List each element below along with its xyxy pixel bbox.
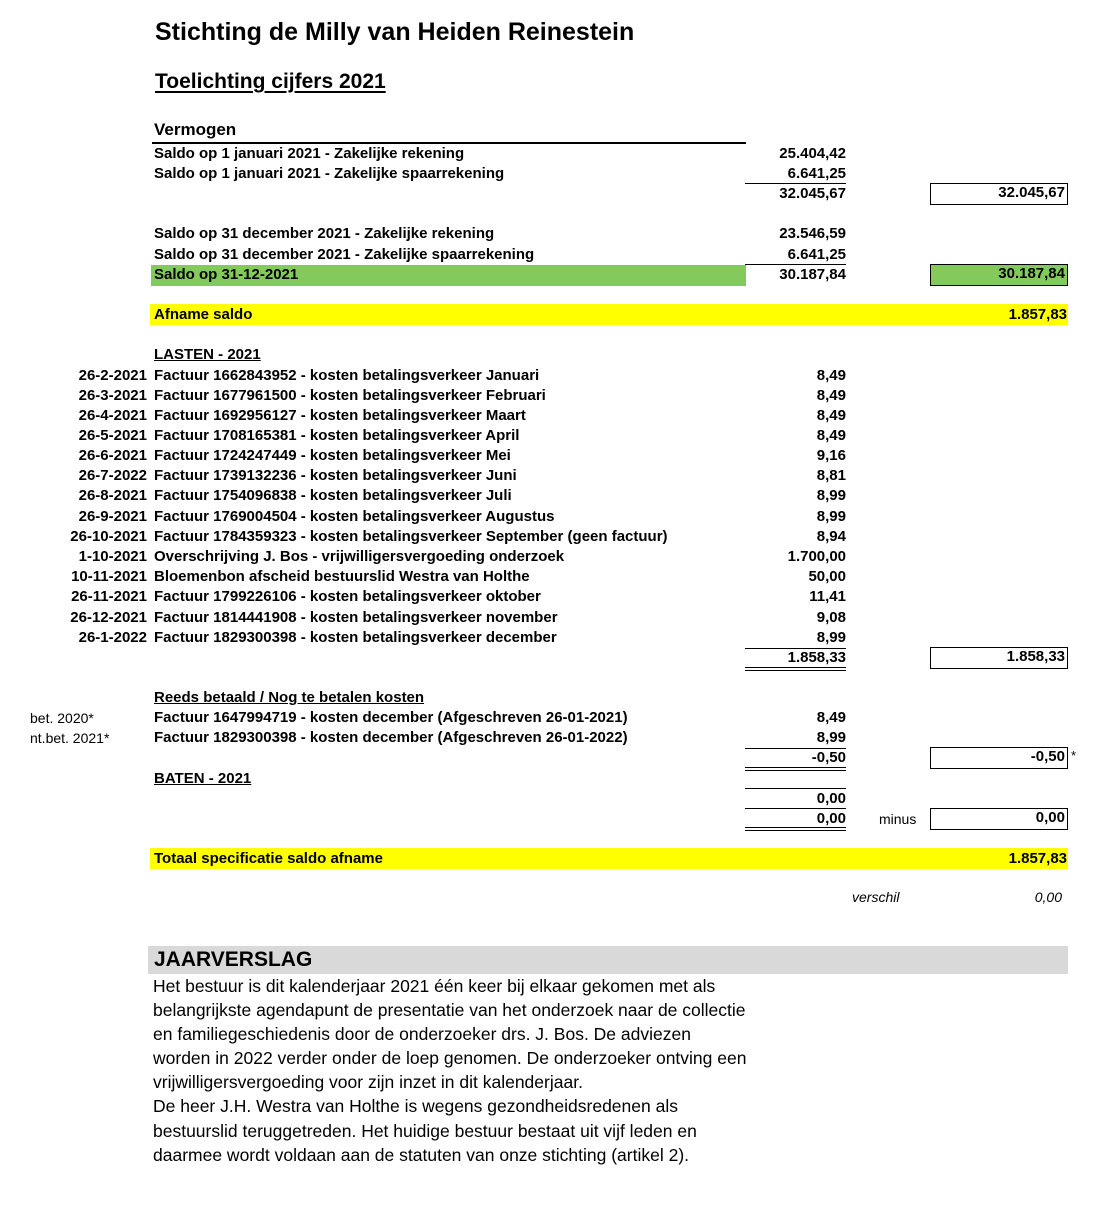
lasten-amount: 8,49: [816, 367, 846, 384]
lasten-amount: 8,49: [816, 407, 846, 424]
lasten-date: 26-5-2021: [78, 427, 147, 444]
lasten-desc: Factuur 1692956127 - kosten betalingsverkeer Maart: [154, 407, 526, 424]
lasten-total: 1.858,33: [787, 649, 846, 666]
start-row-label: Saldo op 1 januari 2021 - Zakelijke spaarrekening: [154, 165, 505, 182]
double-underline: [745, 670, 846, 671]
lasten-heading: LASTEN - 2021: [154, 346, 261, 363]
reeds-note: nt.bet. 2021*: [30, 730, 110, 746]
vermogen-heading: Vermogen: [154, 120, 237, 139]
lasten-amount: 50,00: [808, 568, 846, 585]
lasten-amount: 8,99: [816, 508, 846, 525]
start-total: 32.045,67: [779, 185, 846, 202]
lasten-date: 1-10-2021: [78, 548, 147, 565]
lasten-desc: Factuur 1784359323 - kosten betalingsverkeer September (geen factuur): [154, 528, 668, 545]
verschil-amount: 0,00: [1034, 889, 1062, 905]
jaarverslag-text: [153, 974, 753, 1167]
totaal-amount: 1.857,83: [1008, 850, 1067, 867]
lasten-desc: Factuur 1739132236 - kosten betalingsverkeer Juni: [154, 467, 517, 484]
reeds-asterisk: *: [1071, 748, 1077, 763]
lasten-date: 26-6-2021: [78, 447, 147, 464]
minus-label: minus: [879, 811, 917, 827]
lasten-amount: 8,81: [816, 467, 846, 484]
baten-amount: 0,00: [816, 790, 846, 807]
lasten-date: 26-4-2021: [78, 407, 147, 424]
lasten-amount: 8,49: [816, 427, 846, 444]
end-total: 30.187,84: [779, 266, 846, 283]
lasten-date: 26-9-2021: [78, 508, 147, 525]
lasten-amount: 9,16: [816, 447, 846, 464]
reeds-amount: 8,49: [816, 709, 846, 726]
reeds-heading: Reeds betaald / Nog te betalen kosten: [154, 689, 425, 706]
end-label: Saldo op 31-12-2021: [154, 266, 299, 283]
reeds-total: -0,50: [811, 749, 846, 766]
verschil-label: verschil: [852, 889, 900, 905]
lasten-total-box: 1.858,33: [930, 647, 1068, 669]
jaarverslag-heading: JAARVERSLAG: [154, 948, 313, 971]
totaal-label: Totaal specificatie saldo afname: [154, 850, 383, 867]
lasten-desc: Overschrijving J. Bos - vrijwilligersvergoeding onderzoek: [154, 548, 565, 565]
lasten-amount: 9,08: [816, 609, 846, 626]
lasten-amount: 8,49: [816, 387, 846, 404]
double-underline: [745, 770, 846, 771]
lasten-desc: Factuur 1814441908 - kosten betalingsverkeer november: [154, 609, 558, 626]
jaarverslag-paragraph: De heer J.H. Westra van Holthe is wegens gezondheidsredenen als bestuurslid teruggetreden. Het huidige bestuur bestaat uit vijf leden en daarmee wordt voldaan aan de statuten van onze stichting (artikel 2).: [153, 1096, 697, 1165]
lasten-desc: Bloemenbon afscheid bestuurslid Westra van Holthe: [154, 568, 530, 585]
lasten-date: 26-11-2021: [71, 588, 147, 605]
lasten-desc: Factuur 1677961500 - kosten betalingsverkeer Februari: [154, 387, 546, 404]
reeds-amount: 8,99: [816, 729, 846, 746]
end-total-box: 30.187,84: [930, 264, 1068, 286]
jaarverslag-paragraph: Het bestuur is dit kalenderjaar 2021 één keer bij elkaar gekomen met als belangrijkste agendapunt de presentatie van het onderzoek naar de collectie en familiegeschiedenis door de onderzoeker drs. J. Bos. De adviezen worden in 2022 verder onder de loep genomen. De onderzoeker ontving een vrijwilligersvergoeding voor zijn inzet in dit kalenderjaar.: [153, 976, 747, 1093]
lasten-desc: Factuur 1662843952 - kosten betalingsverkeer Januari: [154, 367, 540, 384]
end-row-amount: 23.546,59: [779, 225, 846, 242]
lasten-date: 26-2-2021: [78, 367, 147, 384]
lasten-desc: Factuur 1829300398 - kosten betalingsverkeer december: [154, 629, 557, 646]
lasten-date: 26-10-2021: [70, 528, 147, 545]
double-underline: [745, 827, 846, 828]
lasten-amount: 1.700,00: [787, 548, 846, 565]
afname-amount: 1.857,83: [1008, 306, 1067, 323]
lasten-date: 26-7-2022: [78, 467, 147, 484]
lasten-desc: Factuur 1708165381 - kosten betalingsverkeer April: [154, 427, 520, 444]
lasten-date: 26-8-2021: [78, 487, 147, 504]
start-row-label: Saldo op 1 januari 2021 - Zakelijke rekening: [154, 145, 465, 162]
double-underline: [745, 667, 846, 668]
baten-heading: BATEN - 2021: [154, 770, 252, 787]
reeds-note: bet. 2020*: [30, 710, 94, 726]
reeds-desc: Factuur 1647994719 - kosten december (Afgeschreven 26-01-2021): [154, 709, 628, 726]
start-total-box: 32.045,67: [930, 183, 1068, 205]
start-row-amount: 25.404,42: [779, 145, 846, 162]
double-underline: [745, 830, 846, 831]
lasten-desc: Factuur 1769004504 - kosten betalingsverkeer Augustus: [154, 508, 555, 525]
afname-label: Afname saldo: [154, 306, 253, 323]
lasten-amount: 8,99: [816, 487, 846, 504]
double-underline: [745, 767, 846, 768]
lasten-date: 10-11-2021: [71, 568, 147, 585]
lasten-desc: Factuur 1799226106 - kosten betalingsverkeer oktober: [154, 588, 541, 605]
lasten-date: 26-12-2021: [70, 609, 147, 626]
end-row-amount: 6.641,25: [787, 246, 846, 263]
baten-total-box: 0,00: [930, 808, 1068, 830]
lasten-desc: Factuur 1724247449 - kosten betalingsverkeer Mei: [154, 447, 511, 464]
lasten-desc: Factuur 1754096838 - kosten betalingsverkeer Juli: [154, 487, 512, 504]
reeds-desc: Factuur 1829300398 - kosten december (Afgeschreven 26-01-2022): [154, 729, 628, 746]
reeds-total-box: -0,50: [930, 747, 1068, 769]
document-title: Stichting de Milly van Heiden Reinestein: [155, 18, 635, 46]
end-row-label: Saldo op 31 december 2021 - Zakelijke rekening: [154, 225, 495, 242]
end-row-label: Saldo op 31 december 2021 - Zakelijke spaarrekening: [154, 246, 535, 263]
document-subtitle: Toelichting cijfers 2021: [155, 70, 386, 93]
start-row-amount: 6.641,25: [787, 165, 846, 182]
lasten-date: 26-1-2022: [78, 629, 147, 646]
lasten-amount: 8,94: [816, 528, 846, 545]
lasten-date: 26-3-2021: [78, 387, 147, 404]
lasten-amount: 11,41: [809, 588, 846, 605]
baten-total: 0,00: [816, 810, 846, 827]
lasten-amount: 8,99: [816, 629, 846, 646]
